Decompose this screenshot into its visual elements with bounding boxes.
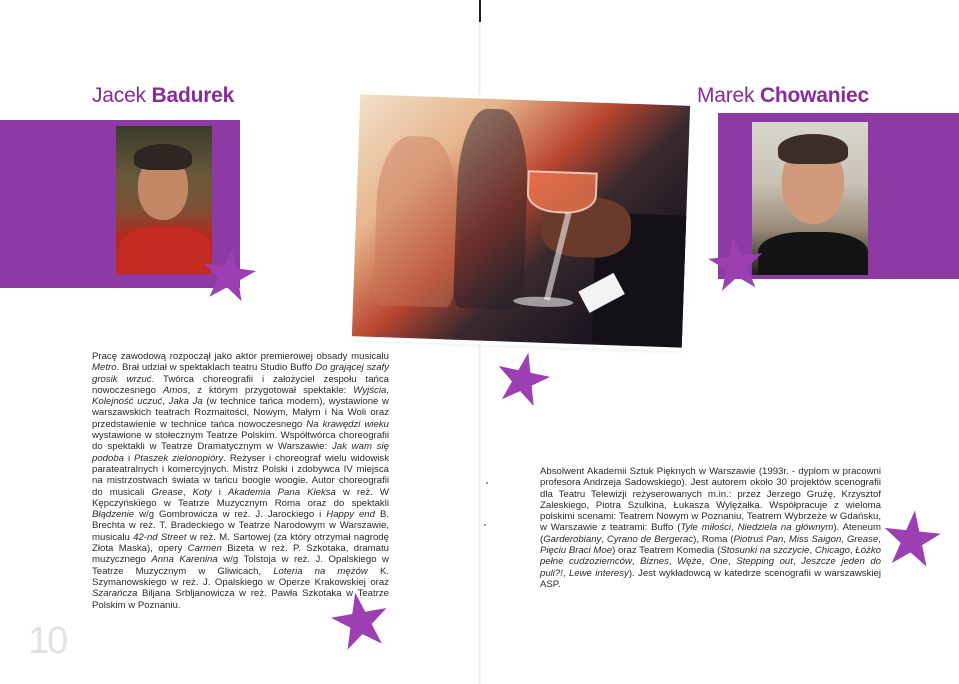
bio-title: Garderobiany bbox=[543, 533, 602, 545]
star-icon bbox=[706, 234, 766, 292]
bio-segment: , z którym przygotował spektakle: bbox=[187, 384, 354, 396]
first-name-right: Marek bbox=[696, 84, 755, 107]
bio-segment: , bbox=[841, 533, 847, 545]
bio-title: Kolejność uczuć bbox=[92, 396, 163, 408]
bio-title: Anna Karenina bbox=[151, 554, 218, 566]
portrait-photo-right bbox=[752, 122, 868, 275]
bio-title: Tyle miłości bbox=[680, 522, 732, 534]
bio-segment: ), Roma ( bbox=[693, 533, 734, 545]
bio-title: Jak wam się podoba bbox=[92, 441, 390, 464]
bio-title: Wyjścia bbox=[353, 384, 387, 396]
bio-title: Cyrano de Bergerac bbox=[606, 533, 694, 545]
bio-segment: w/g Gombrowicza w reż. J. Jarockiego i bbox=[134, 509, 327, 521]
bio-title: Łóżko pełne cudzoziemców bbox=[540, 545, 881, 568]
bio-title: Amos bbox=[163, 384, 188, 396]
bio-segment: , bbox=[182, 486, 193, 498]
bio-title: Ptaszek zielonopióry bbox=[134, 452, 224, 464]
bio-segment: ). Ateneum ( bbox=[540, 522, 881, 545]
bio-title: Koty bbox=[192, 486, 212, 498]
bio-title: Pięciu Braci Moe bbox=[540, 545, 613, 557]
bio-segment: . Twórca choreografii i założyciel zespołu tańca nowoczesnego bbox=[92, 373, 390, 396]
bio-title: Grease bbox=[151, 486, 183, 498]
bio-segment: , bbox=[562, 567, 569, 579]
bio-segment: B. Brechta w reż. T. Bradeckiego w Teatrze Narodowym w Warszawie, musicalu bbox=[92, 509, 390, 543]
bio-title: Węże bbox=[677, 556, 702, 568]
bio-segment: , bbox=[792, 556, 802, 568]
bio-segment: w reż. M. Sartowej (za który otrzymał nagrodę Złota Maska), opery bbox=[92, 531, 389, 555]
bio-title: Stepping out bbox=[736, 556, 793, 568]
bio-title: Loteria na mężów bbox=[273, 565, 368, 577]
bio-title: Chicago bbox=[814, 545, 851, 557]
bio-title: Piotruś Pan bbox=[733, 533, 784, 545]
bio-title: Akademia Pana Kleksa bbox=[227, 486, 336, 498]
bio-segment: , bbox=[631, 556, 641, 568]
page-number: 10 bbox=[28, 620, 67, 662]
bio-title: Niedziela na głównym bbox=[737, 522, 834, 534]
bio-segment: , bbox=[668, 556, 678, 568]
bio-segment: , bbox=[601, 533, 607, 545]
bio-segment: , bbox=[783, 533, 789, 545]
star-icon bbox=[882, 508, 942, 568]
bio-title: Carmen bbox=[187, 543, 222, 555]
bio-segment: Absolwent Akademii Sztuk Pięknych w Warszawie (1993r. - dyplom w pracowni profesora Andrzeja Sadowskiego). Jest autorem około 30 projektów scenografii dla Teatru Telewizji reżyserowanych m.in.: przez Jerzego Grużę, Krzysztof Zaleskiego, Piotra Szulkina, Łukasza Wylężałka. Współpracuje z wieloma polskimi scenami: Teatrem Nowym w Poznaniu, Teatrem Wybrzeże w Gdańsku, w Warszawie z teatrami: Buffo ( bbox=[540, 466, 881, 534]
last-name-left: Badurek bbox=[151, 84, 235, 107]
bio-segment: ) oraz Teatrem Komedia ( bbox=[612, 545, 721, 557]
bio-segment: , bbox=[878, 533, 881, 545]
portrait-photo-left bbox=[116, 126, 212, 274]
bio-segment: K. Szymanowskiego w reż. J. Opalskiego w Operze Krakowskiej oraz bbox=[92, 565, 390, 588]
bio-segment: i bbox=[124, 452, 135, 464]
bio-segment: , bbox=[701, 556, 710, 568]
bio-segment: , bbox=[809, 545, 815, 557]
bio-title: Jaka Ja bbox=[168, 396, 203, 408]
speck bbox=[484, 524, 486, 526]
bio-title: Miss Saigon bbox=[788, 533, 842, 545]
last-name-right: Chowaniec bbox=[759, 84, 869, 107]
bio-title: Błądzenie bbox=[92, 509, 135, 521]
bio-title: Na krawędzi wieku bbox=[306, 418, 389, 430]
bio-segment: , bbox=[731, 522, 738, 534]
bio-segment: Pracę zawodową rozpoczął jako aktor premierowej obsady musicalu bbox=[92, 351, 389, 362]
speck bbox=[486, 482, 488, 484]
star-icon bbox=[200, 246, 258, 302]
star-icon bbox=[494, 350, 552, 406]
first-name-left: Jacek bbox=[92, 84, 146, 107]
bio-title: Happy end bbox=[326, 509, 375, 521]
bio-segment: , bbox=[386, 384, 389, 396]
bio-segment: (w technice tańca modern), wystawione w warszawskich teatrach Rozmaitości, Nowym, Małym i Na Woli oraz przedstawienie w technice tańca nowoczesnego bbox=[92, 396, 389, 430]
bio-title: Biznes bbox=[640, 556, 669, 568]
bio-text-right bbox=[540, 466, 881, 590]
bio-segment: . Reżyser i choreograf wielu widowisk parateatralnych i komercyjnych. Mistrz Polski i zdobywca IV miejsca na mistrzostwach świata w tańcu boogie woogie. Autor choreografii do musicali bbox=[92, 452, 389, 498]
bio-segment: , bbox=[162, 396, 169, 408]
bio-title: Lewe interesy bbox=[568, 567, 629, 579]
bio-title: Do grającej szafy grosik wrzuć bbox=[92, 362, 389, 385]
bio-title: 42-nd Street bbox=[133, 531, 187, 543]
person-name-left bbox=[92, 84, 234, 108]
bio-segment: ). Jest wykładowcą w katedrze scenografii w warszawskiej ASP. bbox=[540, 567, 881, 590]
bio-segment: w reż. W Kępczyńskiego w Teatrze Muzycznym Roma oraz do spektakli bbox=[92, 486, 389, 509]
bio-segment: w/g Tolstoja w reż. J. Opalskiego w Teatrze Muzycznym w Gliwicach, bbox=[92, 554, 389, 577]
bio-segment: Bizeta w reż. P. Szkotaka, dramatu muzycznego bbox=[92, 543, 389, 566]
bio-segment: , bbox=[850, 545, 856, 557]
bio-segment: . Brał udział w spektaklach teatru Studio Buffo bbox=[116, 362, 316, 374]
bio-title: Stosunki na szczycie bbox=[720, 545, 810, 557]
fold-mark bbox=[479, 0, 481, 22]
bio-segment: Biljana Srbljanowicza w reż. Pawła Szkotaka w Teatrze Polskim w Poznaniu. bbox=[92, 588, 389, 611]
bio-segment: , bbox=[728, 556, 737, 568]
bio-title: Jeszcze jeden do puli?! bbox=[540, 556, 881, 579]
bio-segment: wystawione w stołecznym Teatrze Polskim. Współtwórca choreografii do spektakli w Teatrze Dramatycznym w Warszawie: bbox=[92, 430, 389, 453]
bio-text-left bbox=[92, 351, 389, 611]
party-toast-photo bbox=[352, 94, 690, 347]
bio-title: Szarańcza bbox=[92, 588, 138, 600]
bio-segment: i bbox=[211, 486, 228, 498]
bio-title: One bbox=[709, 556, 728, 568]
bio-title: Grease bbox=[846, 533, 879, 545]
person-name-right bbox=[697, 84, 869, 108]
bio-title: Metro bbox=[92, 362, 117, 374]
